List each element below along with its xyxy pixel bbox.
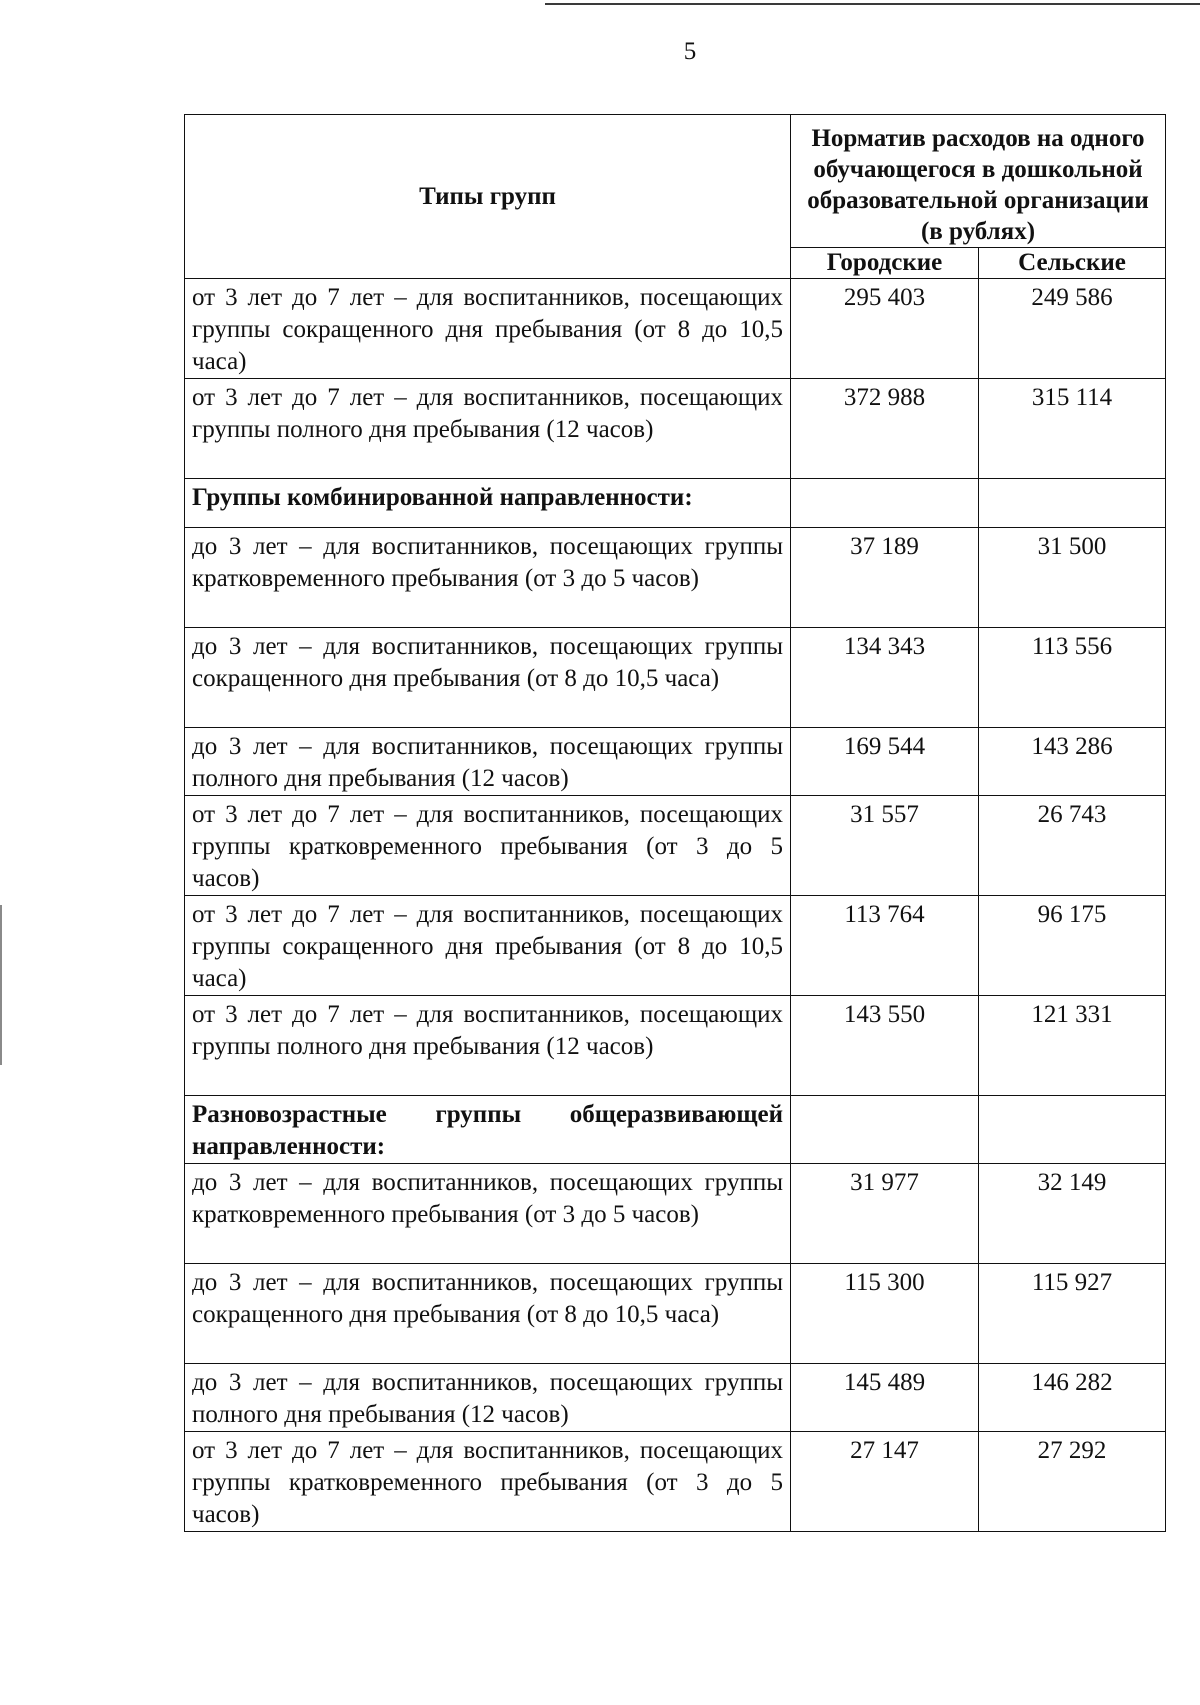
rural-value-cell: 315 114: [979, 379, 1166, 479]
group-type-cell: от 3 лет до 7 лет – для воспитанников, посещающих группы кратковременного пребывания (от 3 до 5 часов): [185, 1432, 791, 1532]
rural-value-cell: 115 927: [979, 1264, 1166, 1364]
empty-cell: [791, 1096, 979, 1164]
urban-value-cell: 143 550: [791, 996, 979, 1096]
empty-cell: [791, 479, 979, 528]
group-type-cell: до 3 лет – для воспитанников, посещающих группы кратковременного пребывания (от 3 до 5 часов): [185, 1164, 791, 1264]
urban-value-cell: 169 544: [791, 728, 979, 796]
table-row: [185, 896, 1166, 996]
urban-value-cell: 31 557: [791, 796, 979, 896]
rural-value-cell: 26 743: [979, 796, 1166, 896]
rural-value-cell: 146 282: [979, 1364, 1166, 1432]
section-heading-cell: Разновозрастные группы общеразвивающей направленности:: [185, 1096, 791, 1164]
scan-left-edge-mark: [0, 905, 2, 1065]
rural-value-cell: 31 500: [979, 528, 1166, 628]
urban-value-cell: 27 147: [791, 1432, 979, 1532]
page-number: 5: [683, 38, 697, 65]
rural-value-cell: 27 292: [979, 1432, 1166, 1532]
group-type-cell: до 3 лет – для воспитанников, посещающих группы сокращенного дня пребывания (от 8 до 10,5 часа): [185, 628, 791, 728]
table-row: [185, 728, 1166, 796]
header-urban: Городские: [791, 248, 979, 279]
header-rural: Сельские: [979, 248, 1166, 279]
group-type-cell: от 3 лет до 7 лет – для воспитанников, посещающих группы кратковременного пребывания (от 3 до 5 часов): [185, 796, 791, 896]
group-type-cell: до 3 лет – для воспитанников, посещающих группы сокращенного дня пребывания (от 8 до 10,5 часа): [185, 1264, 791, 1364]
empty-cell: [979, 479, 1166, 528]
section-row: [185, 1096, 1166, 1164]
table-row: [185, 1364, 1166, 1432]
urban-value-cell: 295 403: [791, 279, 979, 379]
urban-value-cell: 145 489: [791, 1364, 979, 1432]
group-type-cell: до 3 лет – для воспитанников, посещающих группы полного дня пребывания (12 часов): [185, 728, 791, 796]
section-heading-cell: Группы комбинированной направленности:: [185, 479, 791, 528]
rural-value-cell: 32 149: [979, 1164, 1166, 1264]
table-row: [185, 528, 1166, 628]
table-row: [185, 1432, 1166, 1532]
urban-value-cell: 113 764: [791, 896, 979, 996]
urban-value-cell: 134 343: [791, 628, 979, 728]
group-type-cell: до 3 лет – для воспитанников, посещающих группы кратковременного пребывания (от 3 до 5 часов): [185, 528, 791, 628]
empty-cell: [979, 1096, 1166, 1164]
table-row: [185, 996, 1166, 1096]
header-group-types: Типы групп: [185, 115, 791, 279]
rural-value-cell: 249 586: [979, 279, 1166, 379]
rural-value-cell: 121 331: [979, 996, 1166, 1096]
group-type-cell: от 3 лет до 7 лет – для воспитанников, посещающих группы полного дня пребывания (12 часов): [185, 379, 791, 479]
rural-value-cell: 113 556: [979, 628, 1166, 728]
header-expense-norm: Норматив расходов на одного обучающегося в дошкольной образовательной организации (в рублях): [791, 115, 1166, 248]
table-row: [185, 628, 1166, 728]
urban-value-cell: 115 300: [791, 1264, 979, 1364]
table-header-row: [185, 115, 1166, 248]
group-type-cell: от 3 лет до 7 лет – для воспитанников, посещающих группы сокращенного дня пребывания (от 8 до 10,5 часа): [185, 279, 791, 379]
table-row: [185, 1264, 1166, 1364]
urban-value-cell: 31 977: [791, 1164, 979, 1264]
rural-value-cell: 143 286: [979, 728, 1166, 796]
table-row: [185, 796, 1166, 896]
table-row: [185, 379, 1166, 479]
expense-norms-table: [184, 114, 1166, 1532]
group-type-cell: от 3 лет до 7 лет – для воспитанников, посещающих группы полного дня пребывания (12 часов): [185, 996, 791, 1096]
scan-top-rule: [545, 3, 1200, 5]
group-type-cell: от 3 лет до 7 лет – для воспитанников, посещающих группы сокращенного дня пребывания (от 8 до 10,5 часа): [185, 896, 791, 996]
urban-value-cell: 37 189: [791, 528, 979, 628]
table-row: [185, 1164, 1166, 1264]
section-row: [185, 479, 1166, 528]
rural-value-cell: 96 175: [979, 896, 1166, 996]
table-row: [185, 279, 1166, 379]
urban-value-cell: 372 988: [791, 379, 979, 479]
group-type-cell: до 3 лет – для воспитанников, посещающих группы полного дня пребывания (12 часов): [185, 1364, 791, 1432]
